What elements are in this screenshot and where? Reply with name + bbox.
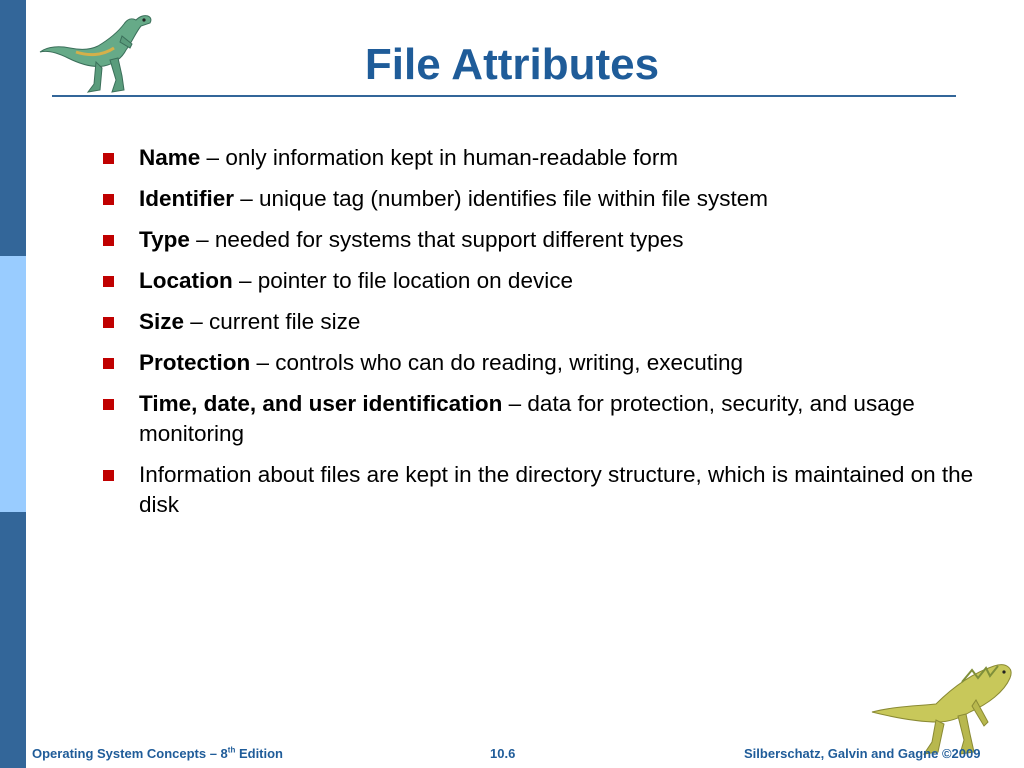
list-item xyxy=(100,266,980,296)
bullet-text: – only information kept in human-readable form xyxy=(200,145,679,170)
list-item xyxy=(100,307,980,337)
bullet-text: – needed for systems that support different types xyxy=(189,227,684,252)
square-bullet-icon xyxy=(103,358,114,369)
bullet-text: – pointer to file location on device xyxy=(232,268,573,293)
sidebar-light-segment xyxy=(0,256,26,512)
square-bullet-icon xyxy=(103,194,114,205)
list-item xyxy=(100,348,980,378)
square-bullet-icon xyxy=(103,399,114,410)
square-bullet-icon xyxy=(103,317,114,328)
bullet-term: Location xyxy=(139,268,233,293)
sidebar-dark-segment xyxy=(0,512,26,768)
list-item xyxy=(100,143,980,173)
left-sidebar-band xyxy=(0,0,26,768)
bullet-text: Information about files are kept in the directory structure, which is maintained on the disk xyxy=(139,462,974,517)
footer-book-prefix: Operating System Concepts – 8 xyxy=(32,746,228,761)
square-bullet-icon xyxy=(103,153,114,164)
footer-book-title xyxy=(32,745,283,763)
footer-page-number: 10.6 xyxy=(490,746,516,761)
bullet-text: – data for protection, security, and usage monitoring xyxy=(139,391,915,446)
footer-copyright: Silberschatz, Galvin and Gagne ©2009 xyxy=(744,746,981,761)
list-item xyxy=(100,389,980,449)
bullet-term: Protection xyxy=(139,350,251,375)
footer-book-sup: th xyxy=(227,745,236,755)
footer-book-suffix: Edition xyxy=(235,746,284,761)
bullet-text: – controls who can do reading, writing, executing xyxy=(250,350,744,375)
bullet-list xyxy=(100,143,980,531)
bullet-term: Name xyxy=(139,145,201,170)
square-bullet-icon xyxy=(103,276,114,287)
bullet-term: Time, date, and user identification xyxy=(139,391,503,416)
bullet-term: Identifier xyxy=(139,186,235,211)
title-underline xyxy=(52,95,956,97)
square-bullet-icon xyxy=(103,235,114,246)
slide-title: File Attributes xyxy=(364,40,660,89)
square-bullet-icon xyxy=(103,470,114,481)
bullet-text: – unique tag (number) identifies file within file system xyxy=(234,186,769,211)
list-item xyxy=(100,225,980,255)
bullet-text: – current file size xyxy=(184,309,361,334)
list-item xyxy=(100,460,980,520)
list-item xyxy=(100,184,980,214)
bullet-term: Type xyxy=(139,227,190,252)
bullet-term: Size xyxy=(139,309,185,334)
